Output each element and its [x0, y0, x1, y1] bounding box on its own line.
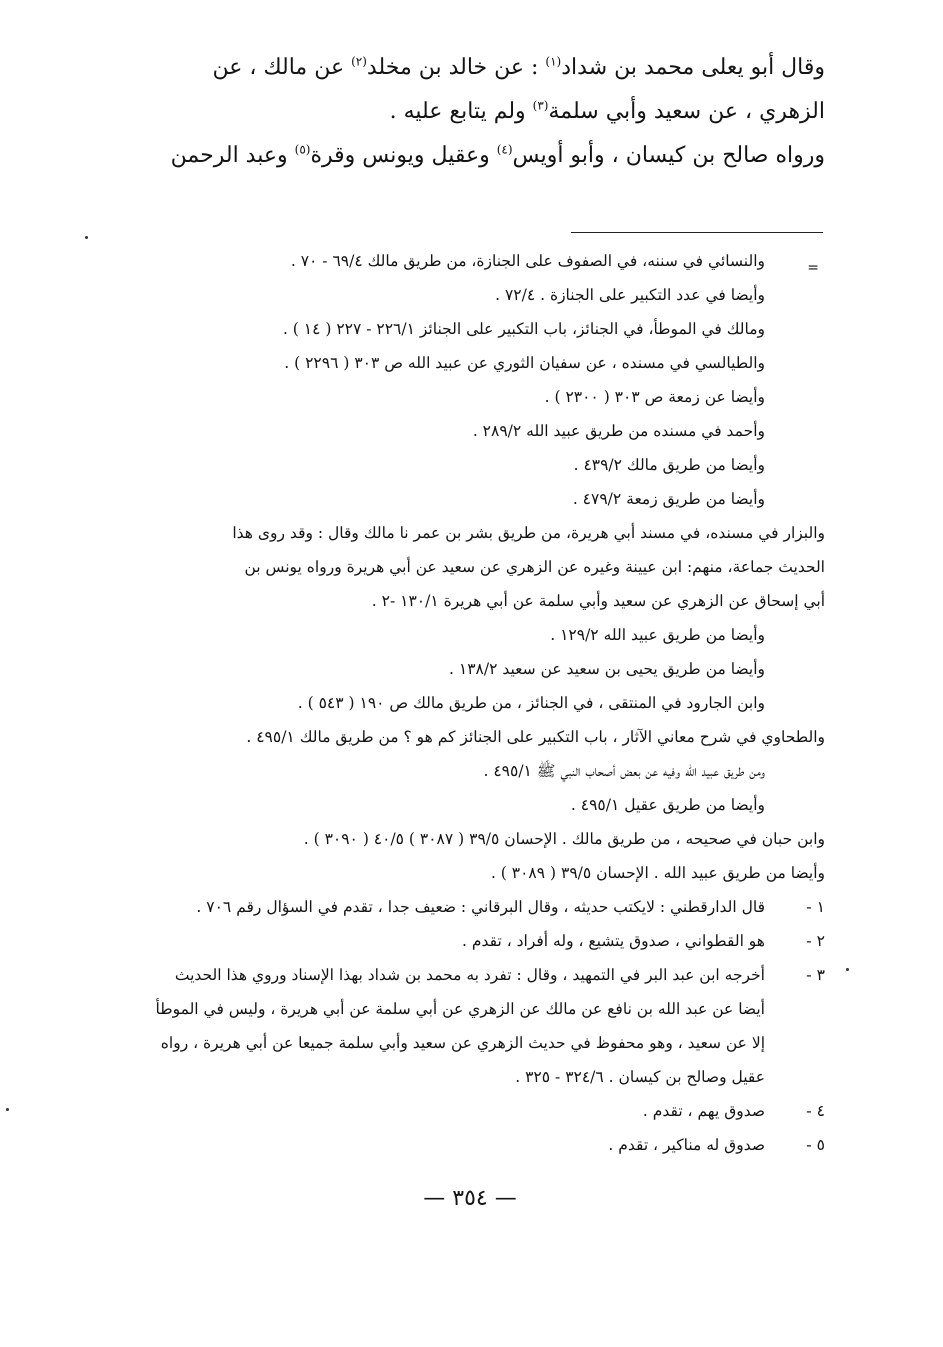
footnote-numbered-block	[118, 890, 825, 1162]
footnote-number: ٥ -	[806, 1136, 825, 1154]
footnote-line: ومالك في الموطأ، في الجنائز، باب التكبير على الجنائز ٢٢٦/١ - ٢٢٧ ( ١٤ ) .	[282, 320, 765, 338]
footnote-note-line	[118, 924, 825, 958]
footnote-note-text: صدوق يهم ، تقدم .	[642, 1102, 765, 1120]
footnote-line: وأيضا عن زمعة ص ٣٠٣ ( ٢٣٠٠ ) .	[544, 388, 765, 406]
footnotes	[118, 244, 825, 1162]
footnote-line: وابن حبان في صحيحه ، من طريق مالك . الإحسان ٣٩/٥ ( ٣٠٨٧ ) ٤٠/٥ ( ٣٠٩٠ ) .	[303, 830, 825, 848]
footnote-number: ٢ -	[806, 932, 825, 950]
footnote-note-line	[118, 992, 765, 1026]
footnote-number: ٤ -	[806, 1102, 825, 1120]
footnote-note-line	[118, 1094, 825, 1128]
main-text-line: ورواه صالح بن كيسان ، وأبو أويس$^{(٤)}$ وعقيل ويونس وقرة$^{(٥)}$ وعبد الرحمن	[170, 142, 825, 168]
footnote-ref[interactable]: (١)	[545, 54, 562, 69]
footnote-line: وابن الجارود في المنتقى ، في الجنائز ، من طريق مالك ص ١٩٠ ( ٥٤٣ ) .	[297, 694, 765, 712]
footnote-line: والنسائي في سننه، في الصفوف على الجنازة، من طريق مالك ٦٩/٤ - ٧٠ .	[290, 252, 765, 270]
main-text	[115, 48, 825, 180]
footnote-line: وأيضا من طريق مالك ٤٣٩/٢ .	[573, 456, 765, 474]
page-number: — ٣٥٤ —	[423, 1186, 517, 1211]
footnote-ref[interactable]: (٥)	[294, 142, 311, 157]
footnote-line: ومن طريق عبيد الله وفيه عن بعض أصحاب النبي ﷺ ٤٩٥/١ .	[483, 762, 765, 780]
footnote-note-text: أخرجه ابن عبد البر في التمهيد ، وقال : تفرد به محمد بن شداد بهذا الإسناد وروي هذا الحديث	[174, 966, 765, 984]
scan-speck	[6, 1108, 9, 1111]
footnote-ref[interactable]: (٣)	[532, 98, 549, 113]
continuation-mark: =	[807, 260, 819, 276]
footnote-line: وأيضا من طريق عبيد الله . الإحسان ٣٩/٥ ( ٣٠٨٩ ) .	[490, 864, 825, 882]
scan-speck	[85, 236, 88, 239]
footnote-note-text: عقيل وصالح بن كيسان . ٣٢٤/٦ - ٣٢٥ .	[515, 1068, 765, 1086]
footnote-line: وأيضا من طريق عقيل ٤٩٥/١ .	[570, 796, 765, 814]
footnote-note-text: قال الدارقطني : لايكتب حديثه ، وقال البرقاني : ضعيف جدا ، تقدم في السؤال رقم ٧٠٦ .	[196, 898, 765, 916]
footnote-note-line	[118, 1060, 765, 1094]
footnote-separator	[571, 232, 823, 233]
footnote-number: ١ -	[806, 898, 825, 916]
footnote-line: وأيضا من طريق زمعة ٤٧٩/٢ .	[572, 490, 765, 508]
footnote-line: والطيالسي في مسنده ، عن سفيان الثوري عن عبيد الله ص ٣٠٣ ( ٢٢٩٦ ) .	[284, 354, 765, 372]
footnote-line: أبي إسحاق عن الزهري عن سعيد وأبي سلمة عن أبي هريرة ١٣٠/١ -٢ .	[371, 592, 825, 610]
footnote-note-text: إلا عن سعيد ، وهو محفوظ في حديث الزهري عن سعيد وأبي سلمة جميعا عن أبي هريرة ، رواه	[160, 1034, 765, 1052]
footnote-line: وأحمد في مسنده من طريق عبيد الله ٢٨٩/٢ .	[472, 422, 765, 440]
main-text-line: الزهري ، عن سعيد وأبي سلمة$^{(٣)}$ ولم يتابع عليه .	[389, 98, 825, 124]
footnote-note-line	[118, 1128, 825, 1162]
footnote-note-text: صدوق له مناكير ، تقدم .	[608, 1136, 765, 1154]
scan-speck	[846, 968, 849, 971]
footnote-line: والبزار في مسنده، في مسند أبي هريرة، من طريق بشر بن عمر نا مالك وقال : وقد روى هذا	[232, 524, 825, 542]
footnote-line: وأيضا من طريق عبيد الله ١٢٩/٢ .	[550, 626, 765, 644]
footnote-note-line	[118, 890, 825, 924]
footnote-note-line	[118, 958, 825, 992]
footnote-line: والطحاوي في شرح معاني الآثار ، باب التكبير على الجنائز كم هو ؟ من طريق مالك ٤٩٥/١ .	[246, 728, 825, 746]
footnote-line: وأيضا من طريق يحيى بن سعيد عن سعيد ١٣٨/٢ .	[449, 660, 765, 678]
footnote-number: ٣ -	[806, 966, 825, 984]
footnote-line: وأيضا في عدد التكبير على الجنازة . ٧٢/٤ .	[495, 286, 765, 304]
footnote-line: الحديث جماعة، منهم: ابن عيينة وغيره عن الزهري عن سعيد عن أبي هريرة ورواه يونس بن	[244, 558, 825, 576]
main-text-line: وقال أبو يعلى محمد بن شداد$^{(١)}$ : عن خالد بن مخلد$^{(٢)}$ عن مالك ، عن	[212, 54, 825, 80]
footnote-note-line	[118, 1026, 765, 1060]
footnote-ref[interactable]: (٤)	[496, 142, 513, 157]
footnote-note-text: هو القطواني ، صدوق يتشيع ، وله أفراد ، تقدم .	[462, 932, 765, 950]
footnote-continued-block	[118, 244, 825, 890]
footnote-ref[interactable]: (٢)	[351, 54, 367, 69]
footnote-note-text: أيضا عن عبد الله بن نافع عن مالك عن الزهري عن أبي سلمة عن أبي هريرة ، وليس في الموطأ	[155, 1000, 765, 1018]
